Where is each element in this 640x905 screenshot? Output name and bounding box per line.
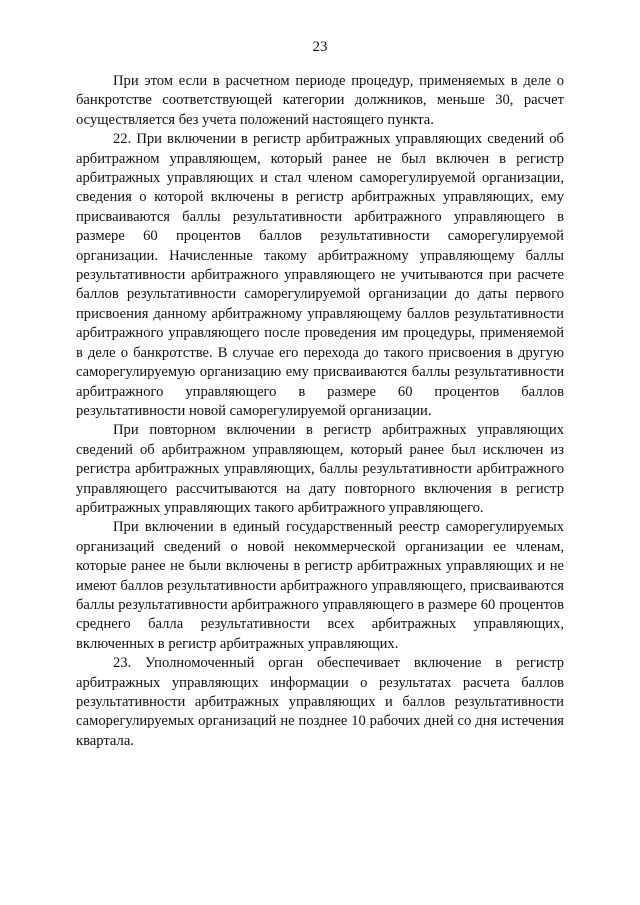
paragraph-repeated-inclusion: При повторном включении в регистр арбитражных управляющих сведений об арбитражном управляющем, который ранее был исключен из регистра арбитражных управляющих, баллы результативности арбитражного управляющего рассчитываются на дату повторного включения в регистр арбитражных управляющих такого арбитражного управляющего. — [76, 422, 564, 516]
paragraph-clause-22: 22. При включении в регистр арбитражных управляющих сведений об арбитражном управляющем, который ранее не был включен в регистр арбитражных управляющих и стал членом саморегулируемой организации, сведения о которой включены в регистр арбитражных управляющих, ему присваиваются баллы результативности арбитражного управляющего в размере 60 процентов баллов результативности саморегулируемой организации. Начисленные такому арбитражному управляющему баллы результативности арбитражного управляющего не учитываются при расчете баллов результативности саморегулируемой организации до даты первого присвоения данному арбитражному управляющему баллов результативности арбитражного управляющего после проведения им процедуры, применяемой в деле о банкротстве. В случае его перехода до такого присвоения в другую саморегулируемую организацию ему присваиваются баллы результативности арбитражного управляющего в размере 60 процентов баллов результативности новой саморегулируемой организации. — [76, 131, 564, 419]
paragraph-new-organization: При включении в единый государственный реестр саморегулируемых организаций сведений о новой некоммерческой организации ее членам, которые ранее не были включены в регистр арбитражных управляющих и не имеют баллов результативности арбитражного управляющего, присваиваются баллы результативности арбитражного управляющего в размере 60 процентов среднего балла результативности всех арбитражных управляющих, включенных в регистр арбитражных управляющих. — [76, 519, 564, 652]
paragraph-calculation-note: При этом если в расчетном периоде процедур, применяемых в деле о банкротстве соответствующей категории должников, меньше 30, расчет осуществляется без учета положений настоящего пункта. — [76, 73, 564, 128]
document-body — [76, 72, 564, 751]
paragraph-clause-23: 23. Уполномоченный орган обеспечивает включение в регистр арбитражных управляющих информации о результатах расчета баллов результативности арбитражных управляющих и баллов результативности саморегулируемых организаций не позднее 10 рабочих дней со дня истечения квартала. — [76, 655, 564, 749]
page-number: 23 — [312, 39, 328, 55]
